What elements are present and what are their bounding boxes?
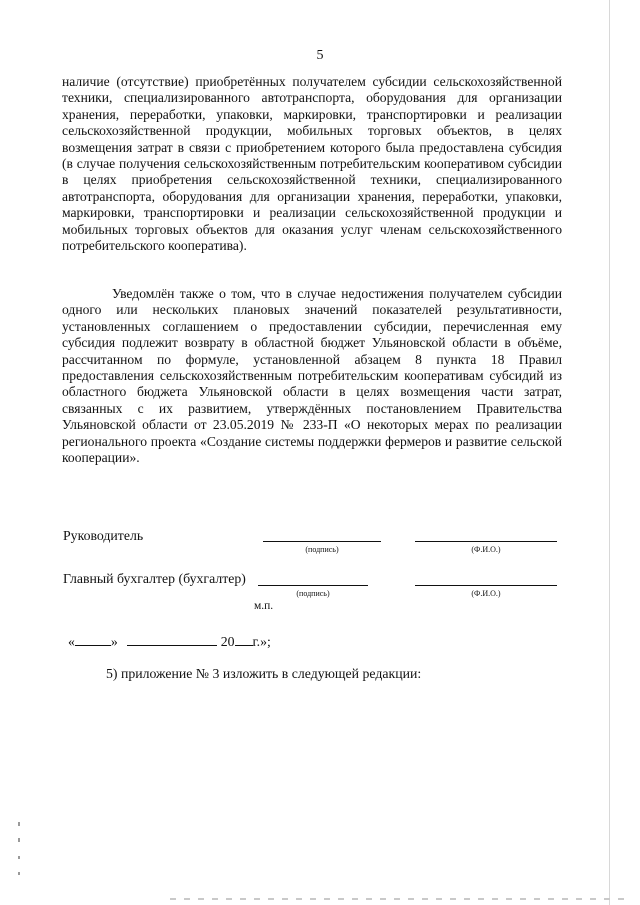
- scan-artifact: [18, 856, 20, 859]
- day-blank: [75, 634, 111, 646]
- scan-edge-line: [609, 0, 610, 905]
- body-paragraph-2: Уведомлён также о том, что в случае недостижения получателем субсидии одного или нескольких плановых значений показателей результативности, установленных соглашением о предоставлении субсидии, перечисленная ему субсидия подлежит возврату в областной бюджет Ульяновской области в объёме, рассчитанном по формуле, установленной абзацем 8 пункта 18 Правил предоставления сельскохозяйственным потребительским кооперативам субсидий из областного бюджета Ульяновской области в целях возмещения части затрат, связанных с их развитием, утверждённых постановлением Правительства Ульяновской области от 23.05.2019 № 233-П «О некоторых мерах по реализации регионального проекта «Создание системы поддержки фермеров и развитие сельской кооперации».: [62, 286, 562, 466]
- scan-artifact: [18, 872, 20, 875]
- year-suffix: г.»;: [252, 634, 271, 649]
- accountant-signature-caption: (подпись): [296, 589, 330, 598]
- head-name-line: [415, 541, 557, 542]
- accountant-signature-line: [258, 585, 368, 586]
- scan-artifact: [18, 838, 20, 842]
- head-name-caption: (Ф.И.О.): [471, 545, 501, 554]
- head-signature-caption: (подпись): [305, 545, 339, 554]
- head-label: Руководитель: [63, 528, 144, 543]
- date-close-quote: »: [110, 634, 118, 649]
- scan-bottom-noise: [170, 898, 630, 900]
- accountant-name-line: [415, 585, 557, 586]
- accountant-label: Главный бухгалтер (бухгалтер): [63, 571, 246, 586]
- year-prefix: 20: [220, 634, 235, 649]
- date-line: [68, 634, 271, 650]
- stamp-label: м.п.: [254, 600, 274, 612]
- amendment-text: 5) приложение № 3 изложить в следующей редакции:: [106, 666, 422, 681]
- year-blank: [235, 634, 253, 646]
- accountant-name-caption: (Ф.И.О.): [471, 589, 501, 598]
- page-number: 5: [316, 48, 324, 63]
- head-signature-line: [263, 541, 381, 542]
- month-blank: [127, 634, 217, 646]
- date-open-quote: «: [68, 634, 75, 649]
- scan-artifact: [18, 822, 20, 826]
- body-paragraph-1: наличие (отсутствие) приобретённых получателем субсидии сельскохозяйственной техники, специализированного автотранспорта, оборудования для организации хранения, переработки, упаковки, маркировки, транспортировки и реализации сельскохозяйственной продукции, мобильных торговых объектов, в целях возмещения затрат в связи с приобретением которого была предоставлена субсидия (в случае получения сельскохозяйственным потребительским кооперативом субсидии в целях приобретения сельскохозяйственной техники, специализированного автотранспорта, оборудования для организации хранения, переработки, упаковки, маркировки, транспортировки и реализации сельскохозяйственной продукции и мобильных торговых объектов для оказания услуг членам сельскохозяйственного потребительского кооператива).: [62, 74, 562, 254]
